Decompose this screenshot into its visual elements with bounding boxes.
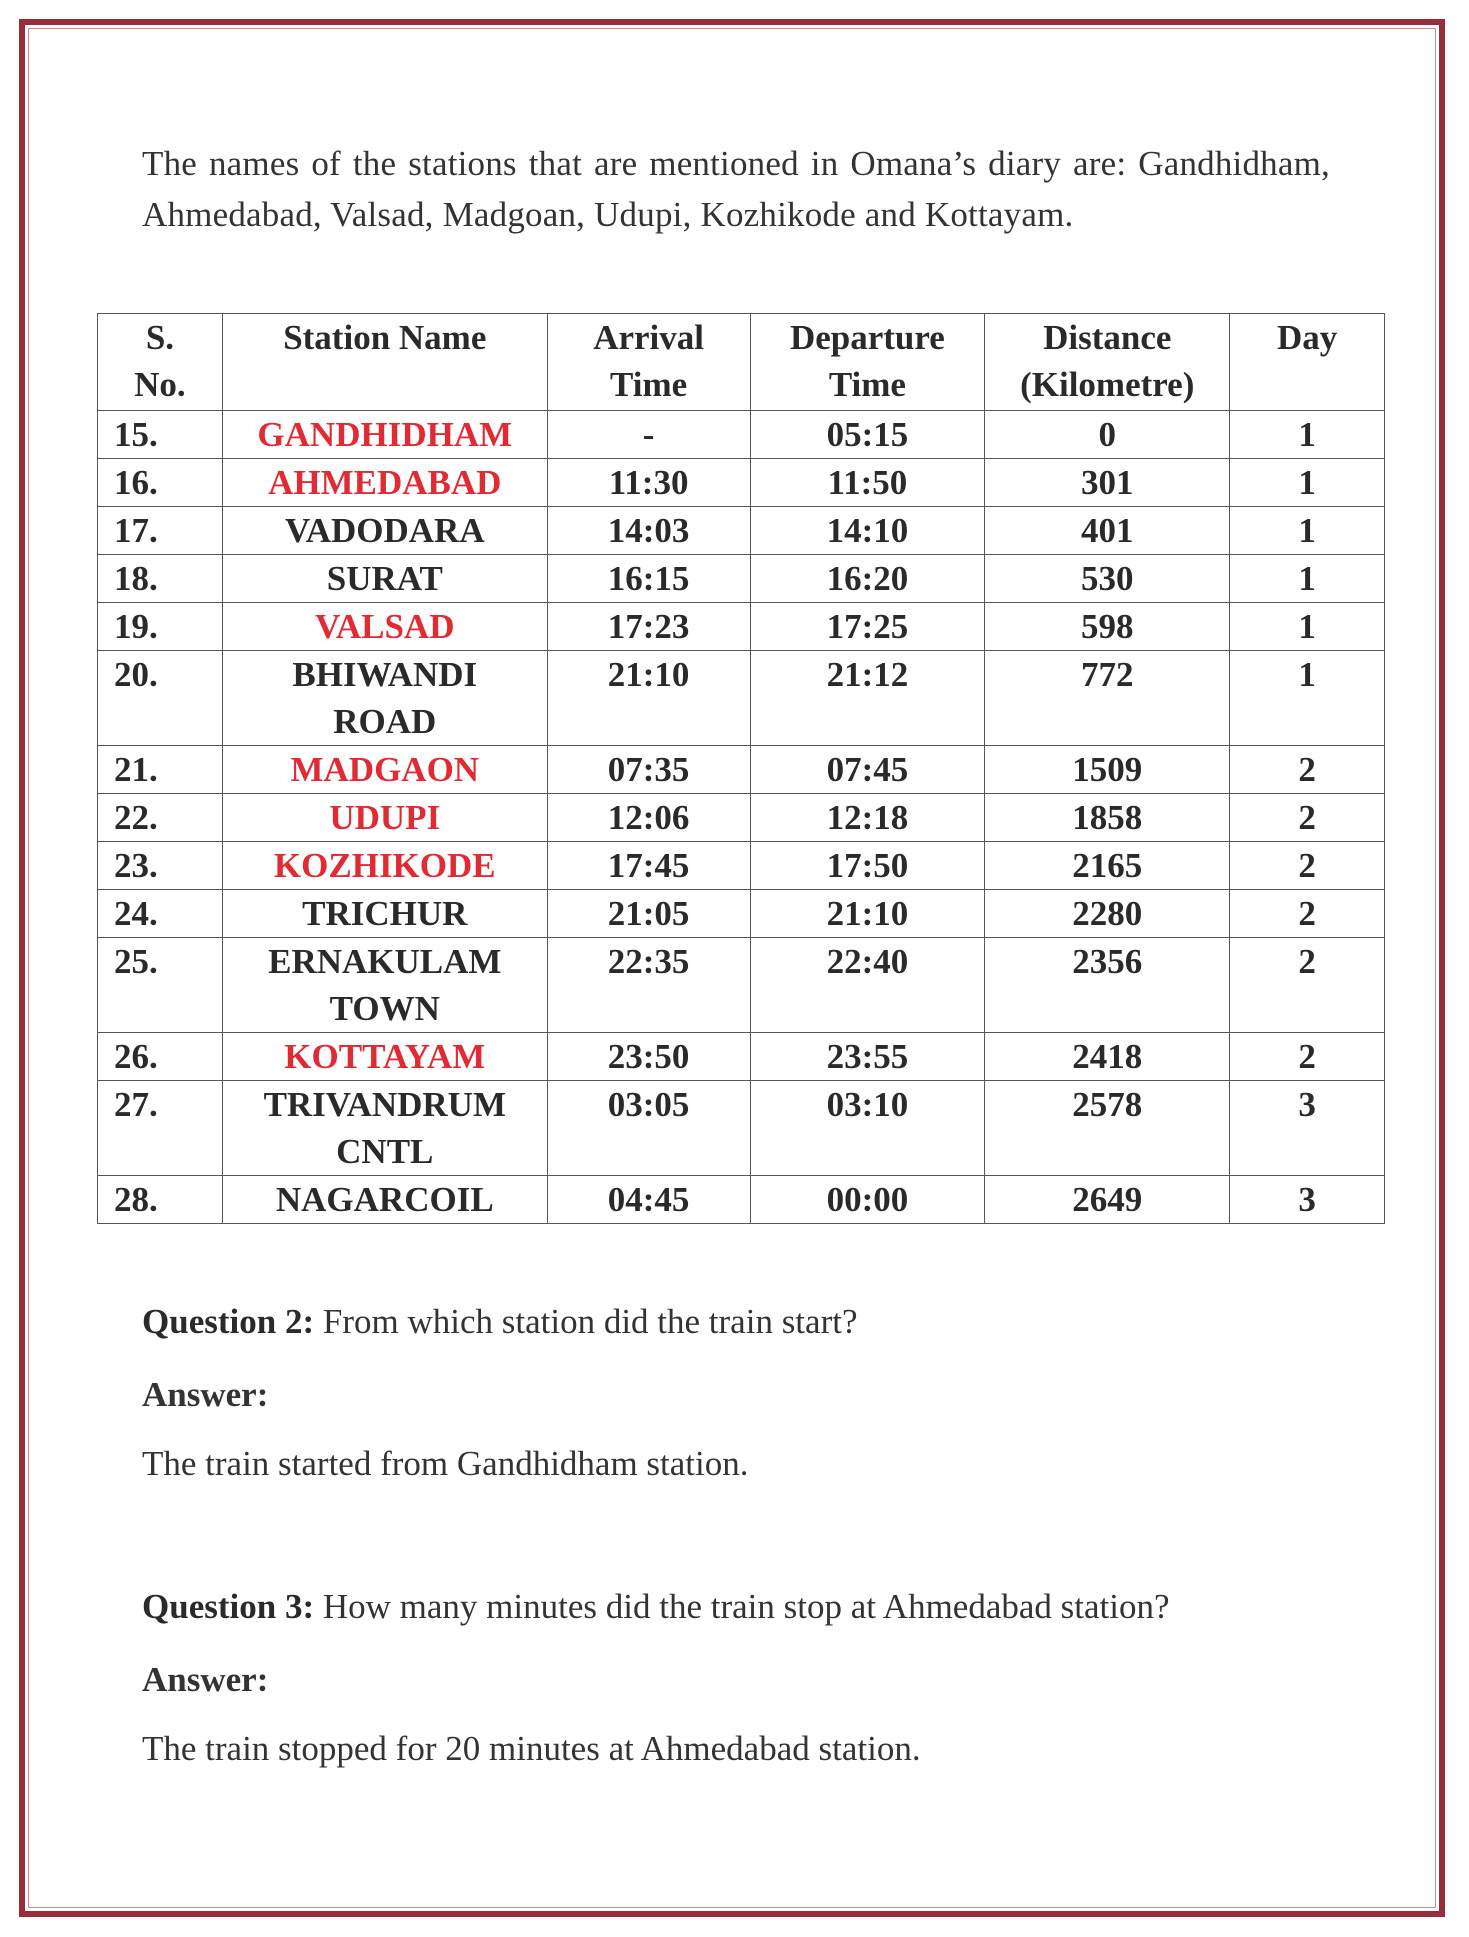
cell-sno: 18. — [98, 555, 223, 603]
cell-arrival-time: 17:23 — [547, 603, 750, 651]
cell-day: 1 — [1230, 603, 1385, 651]
cell-distance: 530 — [985, 555, 1230, 603]
table-row — [98, 603, 1385, 651]
cell-station-name — [222, 555, 547, 603]
station-name-text: AHMEDABAD — [268, 463, 502, 502]
cell-day: 1 — [1230, 507, 1385, 555]
cell-arrival-time: 22:35 — [547, 938, 750, 1033]
station-name-text: VALSAD — [315, 607, 455, 646]
station-name-text: MADGAON — [290, 750, 480, 789]
station-name-text: GANDHIDHAM — [257, 415, 513, 454]
table-row — [98, 746, 1385, 794]
table-row — [98, 890, 1385, 938]
header-text: S. — [145, 318, 175, 357]
station-name-text: SURAT — [326, 559, 443, 598]
cell-distance: 0 — [985, 411, 1230, 459]
header-station-name — [222, 314, 547, 411]
cell-station-name — [222, 746, 547, 794]
table-header-row — [98, 314, 1385, 411]
station-name-text: TOWN — [329, 989, 440, 1028]
cell-distance: 772 — [985, 651, 1230, 746]
question-2-text: From which station did the train start? — [314, 1302, 858, 1341]
cell-station-name — [222, 651, 547, 746]
cell-station-name — [222, 507, 547, 555]
header-departure-time — [750, 314, 985, 411]
cell-arrival-time: 21:10 — [547, 651, 750, 746]
cell-day: 2 — [1230, 794, 1385, 842]
table-row — [98, 842, 1385, 890]
cell-day: 1 — [1230, 651, 1385, 746]
cell-sno: 22. — [98, 794, 223, 842]
cell-day: 3 — [1230, 1176, 1385, 1224]
train-schedule-table — [97, 313, 1385, 1224]
cell-arrival-time: 11:30 — [547, 459, 750, 507]
header-text: (Kilometre) — [1020, 365, 1195, 404]
cell-day: 1 — [1230, 459, 1385, 507]
cell-day: 2 — [1230, 746, 1385, 794]
table-row — [98, 411, 1385, 459]
station-name-text: KOTTAYAM — [284, 1037, 486, 1076]
station-name-text: NAGARCOIL — [275, 1180, 494, 1219]
question-2-label: Question 2: — [142, 1302, 315, 1341]
cell-departure-time: 16:20 — [750, 555, 985, 603]
cell-day: 1 — [1230, 555, 1385, 603]
cell-day: 1 — [1230, 411, 1385, 459]
cell-station-name — [222, 603, 547, 651]
cell-departure-time: 05:15 — [750, 411, 985, 459]
cell-station-name — [222, 842, 547, 890]
table-row — [98, 1176, 1385, 1224]
header-text: Day — [1276, 318, 1338, 357]
cell-arrival-time: 17:45 — [547, 842, 750, 890]
question-3-label: Question 3: — [142, 1587, 315, 1626]
cell-day: 2 — [1230, 842, 1385, 890]
cell-station-name — [222, 1033, 547, 1081]
cell-arrival-time: - — [547, 411, 750, 459]
header-sno — [98, 314, 223, 411]
cell-day: 2 — [1230, 938, 1385, 1033]
cell-sno: 15. — [98, 411, 223, 459]
station-name-text: KOZHIKODE — [273, 846, 496, 885]
cell-departure-time: 21:10 — [750, 890, 985, 938]
cell-departure-time: 22:40 — [750, 938, 985, 1033]
station-name-text: CNTL — [336, 1132, 434, 1171]
header-text: Departure — [789, 318, 945, 357]
table-row — [98, 1081, 1385, 1176]
cell-arrival-time: 03:05 — [547, 1081, 750, 1176]
cell-distance: 301 — [985, 459, 1230, 507]
cell-arrival-time: 16:15 — [547, 555, 750, 603]
cell-station-name — [222, 459, 547, 507]
answer-3-label: Answer: — [142, 1660, 269, 1699]
cell-distance: 2356 — [985, 938, 1230, 1033]
cell-departure-time: 21:12 — [750, 651, 985, 746]
cell-arrival-time: 04:45 — [547, 1176, 750, 1224]
cell-station-name — [222, 1081, 547, 1176]
header-text: Arrival — [593, 318, 704, 357]
cell-day: 2 — [1230, 1033, 1385, 1081]
question-3-text: How many minutes did the train stop at Ahmedabad station? — [314, 1587, 1170, 1626]
answer-2-text: The train started from Gandhidham station. — [142, 1444, 749, 1483]
answer-3-text: The train stopped for 20 minutes at Ahmedabad station. — [142, 1729, 921, 1768]
header-text: Station Name — [283, 318, 487, 357]
header-text: Time — [828, 365, 906, 404]
station-name-text: TRIVANDRUM — [263, 1085, 506, 1124]
cell-day: 3 — [1230, 1081, 1385, 1176]
header-text: Distance — [1043, 318, 1172, 357]
cell-distance: 2418 — [985, 1033, 1230, 1081]
header-day — [1230, 314, 1385, 411]
cell-distance: 1509 — [985, 746, 1230, 794]
cell-station-name — [222, 938, 547, 1033]
table-row — [98, 507, 1385, 555]
station-name-text: BHIWANDI — [292, 655, 478, 694]
cell-distance: 401 — [985, 507, 1230, 555]
header-text: Time — [610, 365, 688, 404]
intro-paragraph: The names of the stations that are mentioned in Omana’s diary are: Gandhidham, Ahmedabad, Valsad, Madgoan, Udupi, Kozhikode and Kottayam. — [142, 144, 1330, 234]
cell-day: 2 — [1230, 890, 1385, 938]
cell-station-name — [222, 1176, 547, 1224]
station-name-text: VADODARA — [284, 511, 485, 550]
cell-departure-time: 00:00 — [750, 1176, 985, 1224]
cell-departure-time: 12:18 — [750, 794, 985, 842]
cell-sno: 20. — [98, 651, 223, 746]
cell-distance: 2280 — [985, 890, 1230, 938]
table-row — [98, 1033, 1385, 1081]
station-name-text: ERNAKULAM — [268, 942, 502, 981]
table-row — [98, 459, 1385, 507]
header-text: No. — [134, 365, 186, 404]
cell-distance: 2649 — [985, 1176, 1230, 1224]
station-name-text: ROAD — [333, 702, 437, 741]
cell-sno: 23. — [98, 842, 223, 890]
cell-sno: 28. — [98, 1176, 223, 1224]
cell-station-name — [222, 794, 547, 842]
cell-sno: 26. — [98, 1033, 223, 1081]
header-distance — [985, 314, 1230, 411]
cell-departure-time: 07:45 — [750, 746, 985, 794]
cell-sno: 17. — [98, 507, 223, 555]
cell-distance: 2578 — [985, 1081, 1230, 1176]
cell-arrival-time: 14:03 — [547, 507, 750, 555]
table-row — [98, 794, 1385, 842]
question-3 — [142, 1587, 1342, 1627]
cell-departure-time: 11:50 — [750, 459, 985, 507]
cell-sno: 16. — [98, 459, 223, 507]
cell-departure-time: 03:10 — [750, 1081, 985, 1176]
table-row — [98, 651, 1385, 746]
station-name-text: UDUPI — [329, 798, 441, 837]
cell-departure-time: 14:10 — [750, 507, 985, 555]
station-name-text: TRICHUR — [302, 894, 468, 933]
cell-distance: 1858 — [985, 794, 1230, 842]
cell-departure-time: 17:25 — [750, 603, 985, 651]
header-arrival-time — [547, 314, 750, 411]
cell-arrival-time: 12:06 — [547, 794, 750, 842]
cell-sno: 25. — [98, 938, 223, 1033]
cell-departure-time: 23:55 — [750, 1033, 985, 1081]
cell-arrival-time: 23:50 — [547, 1033, 750, 1081]
table-row — [98, 938, 1385, 1033]
table-row — [98, 555, 1385, 603]
cell-sno: 19. — [98, 603, 223, 651]
cell-arrival-time: 21:05 — [547, 890, 750, 938]
cell-station-name — [222, 890, 547, 938]
table-body — [98, 411, 1385, 1224]
cell-distance: 2165 — [985, 842, 1230, 890]
cell-sno: 21. — [98, 746, 223, 794]
question-2 — [142, 1302, 1342, 1342]
cell-sno: 24. — [98, 890, 223, 938]
cell-departure-time: 17:50 — [750, 842, 985, 890]
cell-arrival-time: 07:35 — [547, 746, 750, 794]
cell-distance: 598 — [985, 603, 1230, 651]
cell-station-name — [222, 411, 547, 459]
cell-sno: 27. — [98, 1081, 223, 1176]
answer-2-label: Answer: — [142, 1375, 269, 1414]
